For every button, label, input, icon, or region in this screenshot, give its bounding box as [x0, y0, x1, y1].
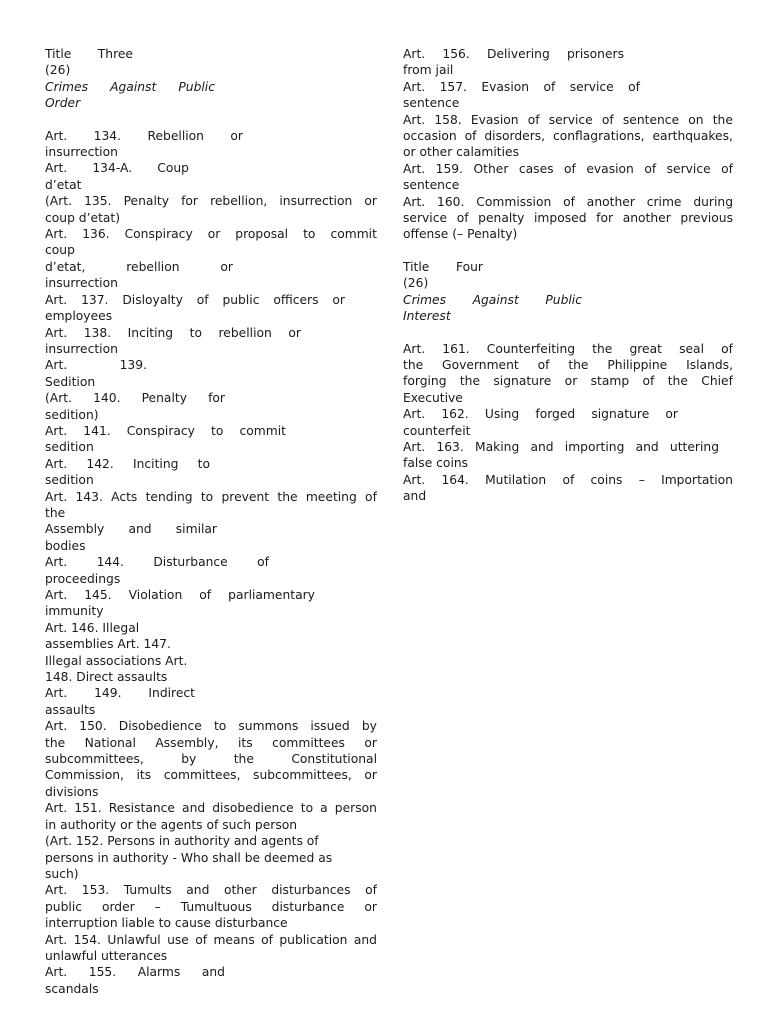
text-line: false coins — [403, 456, 469, 471]
text-line: Title Four — [403, 259, 483, 274]
text-line: (26) — [403, 276, 429, 291]
text-line: Commission, its committees, subcommittees, or — [45, 768, 377, 783]
text-line: Art. 159. Other cases of evasion of service of — [403, 161, 733, 176]
text-line: Title Three — [45, 47, 133, 61]
text-line: sedition — [45, 473, 94, 488]
text-line: sedition) — [45, 407, 99, 422]
text-line: Assembly and similar — [45, 522, 217, 537]
text-line: the National Assembly, its committees or — [45, 735, 377, 750]
text-line: in authority or the agents of such person — [45, 817, 298, 832]
text-line: Art. 134. Rebellion or — [45, 128, 243, 143]
text-line: d’etat — [45, 177, 82, 192]
text-line: Art. 158. Evasion of service of sentence on the — [403, 112, 733, 127]
text-line: proceedings — [45, 571, 121, 586]
text-line: Art. 139. — [45, 358, 147, 373]
text-line: unlawful utterances — [45, 948, 168, 963]
text-line: Interest — [403, 309, 451, 324]
text-line: public order – Tumultuous disturbance or — [45, 899, 377, 914]
text-line: Art. 162. Using forged signature or — [403, 407, 678, 422]
text-line: (Art. 135. Penalty for rebellion, insurrection or — [45, 194, 377, 209]
text-line: Art. 153. Tumults and other disturbances of — [45, 883, 377, 898]
text-line: assemblies Art. 147. — [45, 637, 171, 652]
text-line: and — [403, 489, 427, 504]
text-line: Art. 155. Alarms and — [45, 965, 225, 980]
paragraph-gap — [403, 243, 733, 259]
text-line: persons in authority - Who shall be deemed as — [45, 850, 333, 865]
right-column — [403, 46, 733, 505]
text-line: Art. 164. Mutilation of coins – Importation — [403, 472, 733, 487]
text-line: the Government of the Philippine Islands, — [403, 357, 733, 372]
text-line: such) — [45, 866, 79, 881]
text-line: employees — [45, 309, 113, 324]
text-line: insurrection — [45, 145, 118, 160]
left-column — [45, 46, 377, 997]
text-line: sedition — [45, 440, 94, 455]
text-line: insurrection — [45, 276, 118, 291]
text-line: Executive — [403, 390, 463, 405]
text-line: coup — [45, 243, 75, 258]
paragraph-gap — [45, 112, 377, 128]
text-line: counterfeit — [403, 423, 471, 438]
text-line: service of penalty imposed for another previous — [403, 211, 733, 226]
text-line: Crimes Against Public — [403, 292, 582, 307]
text-line: the — [45, 505, 66, 520]
text-line: insurrection — [45, 341, 118, 356]
text-line: Art. 138. Inciting to rebellion or — [45, 325, 301, 340]
text-line: Order — [45, 96, 81, 111]
text-line: Art. 154. Unlawful use of means of publication and — [45, 932, 377, 947]
text-line: Art. 136. Conspiracy or proposal to commit — [45, 227, 377, 242]
text-line: Art. 157. Evasion of service of — [403, 79, 640, 94]
text-line: bodies — [45, 538, 86, 553]
text-line: sentence — [403, 178, 460, 193]
text-line: Art. 146. Illegal — [45, 620, 140, 635]
text-line: divisions — [45, 784, 99, 799]
text-line: or other calamities — [403, 145, 520, 160]
text-line: Crimes Against Public — [45, 79, 215, 94]
text-line: occasion of disorders, conflagrations, earthquakes, — [403, 129, 733, 144]
text-line: Art. 150. Disobedience to summons issued by — [45, 719, 377, 734]
text-line: immunity — [45, 604, 104, 619]
text-line: from jail — [403, 63, 454, 78]
text-line: Art. 151. Resistance and disobedience to a person — [45, 801, 377, 816]
text-line: scandals — [45, 981, 99, 996]
text-line: Art. 142. Inciting to — [45, 456, 210, 471]
text-line: Art. 156. Delivering prisoners — [403, 47, 624, 61]
text-line: sentence — [403, 96, 460, 111]
text-line: forging the signature or stamp of the Chief — [403, 374, 733, 389]
text-line: (26) — [45, 63, 71, 78]
text-line: Art. 143. Acts tending to prevent the meeting of — [45, 489, 377, 504]
text-line: Art. 160. Commission of another crime during — [403, 194, 733, 209]
text-line: d’etat, rebellion or — [45, 259, 233, 274]
text-line: Art. 141. Conspiracy to commit — [45, 423, 286, 438]
text-line: (Art. 152. Persons in authority and agents of — [45, 834, 319, 849]
text-line: Sedition — [45, 374, 96, 389]
text-line: Art. 137. Disloyalty of public officers or — [45, 292, 345, 307]
text-line: offense (– Penalty) — [403, 227, 518, 242]
text-line: (Art. 140. Penalty for — [45, 391, 225, 406]
text-line: Art. 144. Disturbance of — [45, 555, 269, 570]
text-line: Art. 163. Making and importing and uttering — [403, 439, 719, 454]
text-line: 148. Direct assaults — [45, 670, 168, 685]
text-line: coup d’etat) — [45, 210, 121, 225]
text-line: Art. 149. Indirect — [45, 686, 195, 701]
text-line: Art. 161. Counterfeiting the great seal of — [403, 341, 733, 356]
text-line: Art. 145. Violation of parliamentary — [45, 588, 315, 602]
text-line: Illegal associations Art. — [45, 653, 188, 668]
text-line: assaults — [45, 702, 96, 717]
text-line: subcommittees, by the Constitutional — [45, 752, 377, 767]
text-line: Art. 134-A. Coup — [45, 161, 189, 176]
paragraph-gap — [403, 325, 733, 341]
text-line: interruption liable to cause disturbance — [45, 916, 288, 931]
